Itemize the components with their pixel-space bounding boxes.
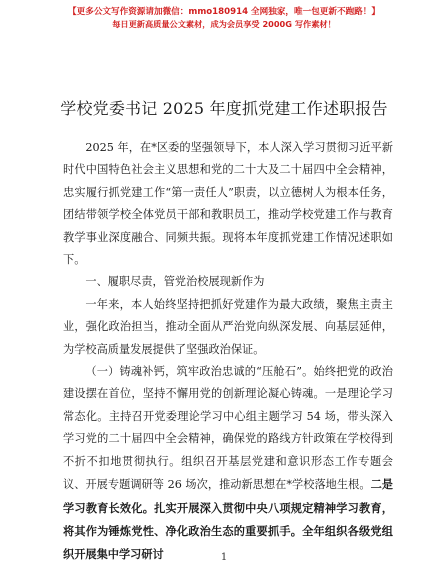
promo-banner-line1: 【更多公文写作资源请加微信：mmo180914 全网独家，唯一包更新不跑路！】 (68, 7, 380, 17)
subsection-1-text-a: 始终把党的政治建设摆在首位，坚持不懈用党的创新理论凝心铸魂。一是理论学习常态化。主持召开党委理论学习中心组主题学习 54 场，带头深入学习党的二十届四中全会精神，确保党的路线方针政策在学校得到不折不扣地贯彻执行。组织召开基层党建和意识形态工作专题会议、开展专题调研等 26 场次，推动新思想在*学校落地生根。 (63, 365, 393, 492)
intro-paragraph: 2025 年，在*区委的坚强领导下，本人深入学习贯彻习近平新时代中国特色社会主义思想和党的二十大及二十届四中全会精神，忠实履行抓党建工作“第一责任人”职责，以立德树人为根本任务，团结带领学校全体党员干部和教职员工，推动学校党建工作与教育教学事业深度融合、同频共振。现将本年度抓党建工作情况述职如下。 (63, 141, 393, 267)
page-number: 1 (220, 552, 228, 563)
promo-banner-line2: 每日更新高质量公文素材，成为会员享受 2000G 写作素材！ (112, 19, 336, 29)
promo-banner (0, 6, 448, 30)
paragraph-2: 一年来，本人始终坚持把抓好党建作为最大政绩，聚焦主责主业，强化政治担当，推动全面从严治党向纵深发展、向基层延伸，为学校高质量发展提供了坚强政治保证。 (63, 297, 393, 356)
subsection-1-heading: （一）铸魂补钙，筑牢政治忠诚的“压舱石”。 (85, 365, 314, 379)
section-heading-1: 一、履职尽责，管党治校展现新作为 (85, 275, 265, 289)
document-body (63, 137, 393, 567)
document-title: 学校党委书记 2025 年度抓党建工作述职报告 (60, 99, 388, 118)
subsection-1-paragraph (63, 361, 393, 567)
subsection-1-text-b: 二是学习教育长效化。扎实开展深入贯彻中央八项规定精神学习教育，将其作为锤炼党性、净化政治生态的重要抓手。全年组织各级党组织开展集中学习研讨 (63, 477, 393, 562)
